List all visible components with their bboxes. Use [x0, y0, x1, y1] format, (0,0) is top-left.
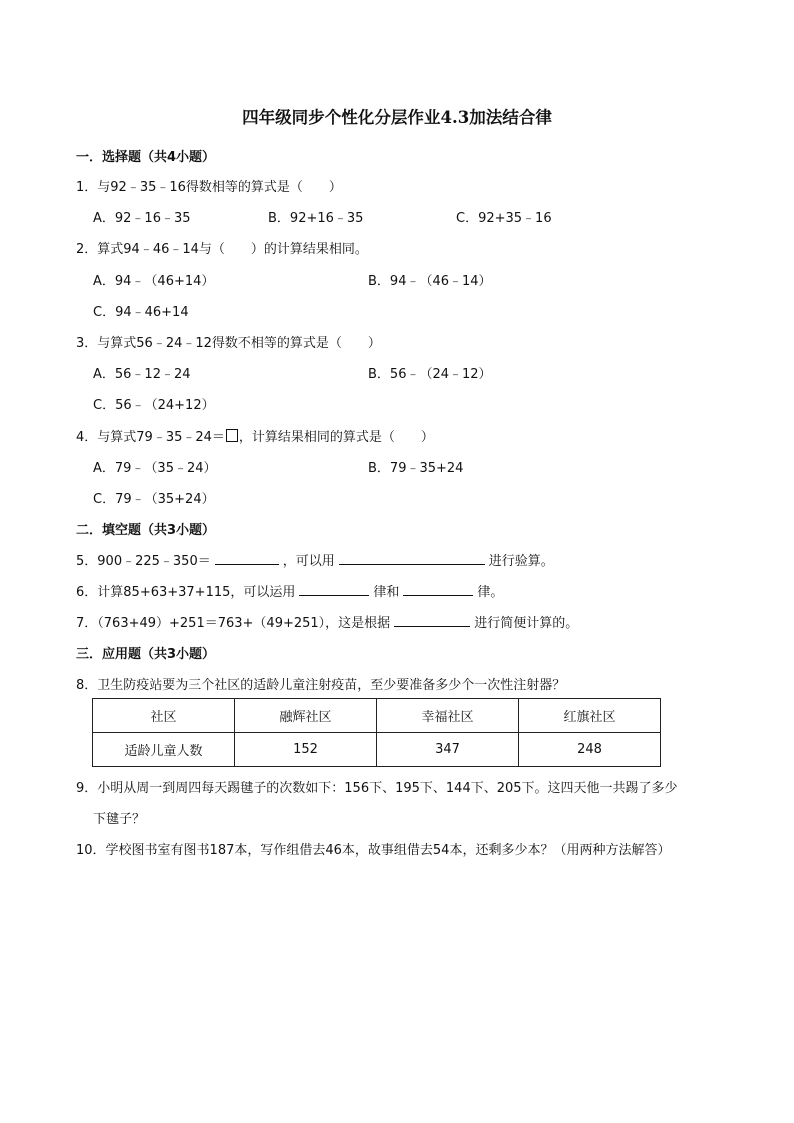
answer-blank[interactable] — [339, 550, 485, 565]
question-1-option-b: B．92+16﹣35 — [268, 211, 364, 226]
table-header-row — [93, 699, 661, 733]
question-9-line-2: 下毽子？ — [93, 812, 146, 827]
table-cell: 152 — [235, 733, 377, 767]
table-header-cell: 红旗社区 — [519, 699, 661, 733]
question-3-stem: 3．与算式56﹣24﹣12得数不相等的算式是（ ） — [76, 336, 381, 351]
question-5-part-3: 进行验算。 — [488, 554, 554, 569]
question-2-option-b: B．94﹣（46﹣14） — [368, 274, 492, 289]
question-4-stem-pre: 4．与算式79﹣35﹣24＝ — [76, 430, 225, 445]
question-1-option-a: A．92﹣16﹣35 — [93, 211, 191, 226]
section-fill-blank: 二．填空题（共3小题） — [76, 523, 216, 538]
table-cell: 适龄儿童人数 — [93, 733, 235, 767]
table-header-cell: 社区 — [93, 699, 235, 733]
question-4-stem-post: ，计算结果相同的算式是（ ） — [238, 430, 434, 445]
table-header-cell: 幸福社区 — [377, 699, 519, 733]
table-cell: 248 — [519, 733, 661, 767]
question-6 — [76, 581, 503, 600]
question-2-stem: 2．算式94﹣46﹣14与（ ）的计算结果相同。 — [76, 242, 368, 257]
question-9-line-1: 9．小明从周一到周四每天踢毽子的次数如下：156下、195下、144下、205下。这四天他一共踢了多少 — [76, 781, 678, 796]
question-3-option-a: A．56﹣12﹣24 — [93, 367, 191, 382]
answer-box-icon — [226, 429, 238, 442]
question-10-stem: 10．学校图书室有图书187本，写作组借去46本，故事组借去54本，还剩多少本？（用两种方法解答） — [76, 843, 671, 858]
question-6-part-3: 律。 — [477, 585, 504, 600]
section-application: 三．应用题（共3小题） — [76, 647, 216, 662]
answer-blank[interactable] — [403, 581, 473, 596]
question-8-stem: 8．卫生防疫站要为三个社区的适龄儿童注射疫苗，至少要准备多少个一次性注射器？ — [76, 678, 566, 693]
question-7 — [76, 612, 578, 631]
question-2-option-c: C．94﹣46+14 — [93, 305, 189, 320]
table-cell: 347 — [377, 733, 519, 767]
table-row — [93, 733, 661, 767]
section-multiple-choice: 一．选择题（共4小题） — [76, 150, 216, 165]
answer-blank[interactable] — [215, 550, 279, 565]
page-title: 四年级同步个性化分层作业4.3加法结合律 — [242, 107, 552, 127]
question-4-option-c: C．79﹣（35+24） — [93, 492, 215, 507]
question-3-option-b: B．56﹣（24﹣12） — [368, 367, 492, 382]
question-1-option-c: C．92+35﹣16 — [456, 211, 552, 226]
question-6-part-2: 律和 — [373, 585, 400, 600]
question-4-option-b: B．79﹣35+24 — [368, 461, 464, 476]
vaccination-table — [92, 698, 661, 767]
question-1-stem: 1．与92﹣35﹣16得数相等的算式是（ ） — [76, 180, 342, 195]
question-4-option-a: A．79﹣（35﹣24） — [93, 461, 217, 476]
question-5-part-1: 5．900﹣225﹣350＝ — [76, 554, 211, 569]
question-7-part-2: 进行简便计算的。 — [474, 616, 579, 631]
question-5 — [76, 550, 554, 569]
answer-blank[interactable] — [394, 612, 470, 627]
answer-blank[interactable] — [299, 581, 369, 596]
question-4-stem — [76, 426, 434, 445]
question-2-option-a: A．94﹣（46+14） — [93, 274, 215, 289]
question-7-part-1: 7．（763+49）+251＝763+（49+251），这是根据 — [76, 616, 391, 631]
question-5-part-2: ，可以用 — [282, 554, 335, 569]
question-3-option-c: C．56﹣（24+12） — [93, 398, 215, 413]
table-header-cell: 融辉社区 — [235, 699, 377, 733]
question-6-part-1: 6．计算85+63+37+115，可以运用 — [76, 585, 296, 600]
